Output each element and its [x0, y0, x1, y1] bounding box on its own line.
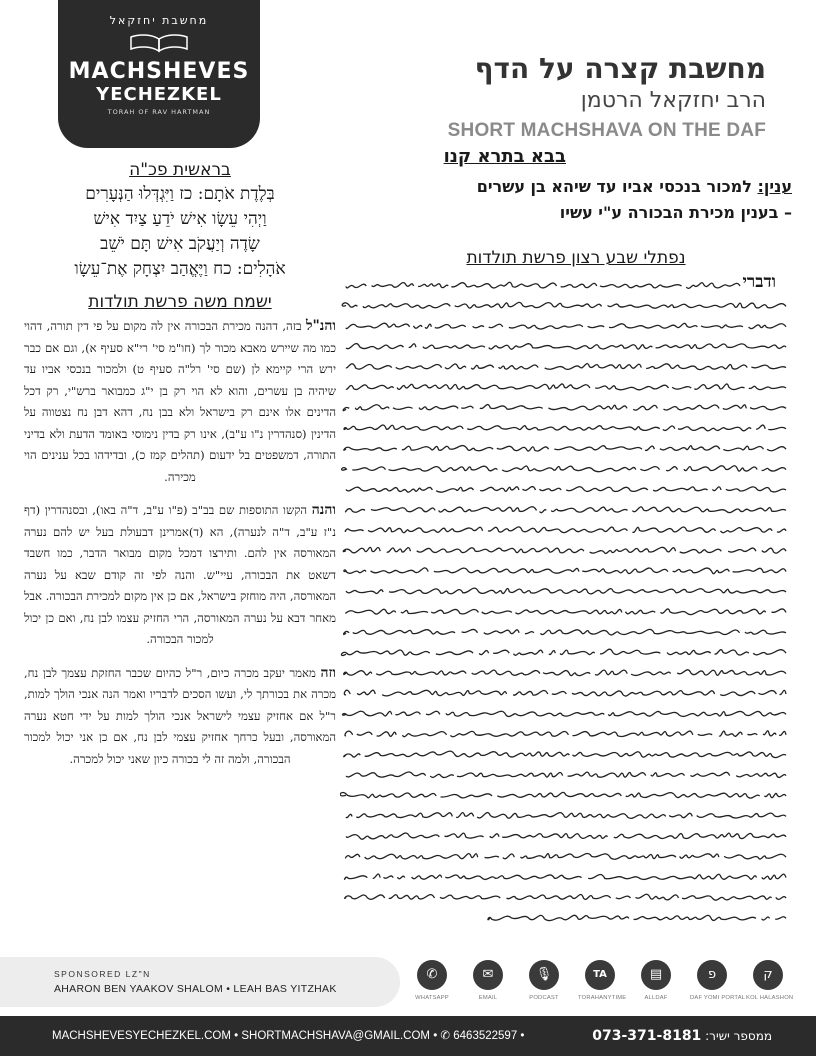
handwriting-line: [488, 915, 786, 920]
icon-label: PODCAST: [529, 995, 559, 1001]
handwriting-line: [342, 466, 786, 472]
podcast-link[interactable]: [522, 960, 566, 1008]
paragraph-1: [24, 316, 336, 488]
footer-bar: [0, 1016, 816, 1056]
link-icons: [410, 960, 794, 1008]
handwriting-line: [346, 487, 786, 493]
page-title: מחשבת קצרה על הדף: [474, 52, 766, 85]
icon-label: TORAHANYTIME: [578, 995, 627, 1001]
handwriting-line: [344, 751, 786, 757]
podcast-icon: 🎙: [529, 960, 559, 990]
icon-label: WHATSAPP: [415, 995, 449, 1001]
handwriting-line: [345, 874, 786, 879]
handwriting-line: [343, 405, 786, 411]
handwriting-line: [346, 344, 786, 350]
pasuk-heading: בראשית פכ"ה: [129, 160, 231, 180]
handwritten-lead: ודברי: [742, 272, 776, 292]
handwriting-line: [346, 384, 786, 390]
handwriting-line: [346, 507, 786, 513]
handwriting-line: [344, 670, 786, 676]
para3-text: מאמר יעקב מכרה כיום, ר"ל כהיום שכבר החזקת עצמך לבן נח, מכרה את בכורתך לי, ועשו הסכים לדבריו ואמר הנה אנכי הולך למות, ר"ל אם אחזיק עצמי לישראל אנכי הולך למות על ידי חטא נערה המאורסה, ובעל כרחך אחזיק עצמי לבן נח, אם כן אני יכול למכור הבכורה, ולמה זה לי בכורה כיון שאני יכול למכרה.: [24, 665, 336, 766]
whatsapp-link[interactable]: [410, 960, 454, 1008]
para1-text: בזה, דהנה מכירת הבכורה אין לה מקום על פי דין תורה, דהוי כמו מה שיירש מאבא מכור לך (חו"מ סי' רי"א סעיף א), וגם אם כבר ירש הרי קיימא לן (שם סי' רל"ה סעיף ט) ולמכור בנכסי אביו עד שיהיה בן עשרים, והוא לא הוי רק בן י"ג כמבואר ברש"י, רק דכל הדינים אלו אינם רק בישראל ולא בבן נח, דהא דבן נח נצטווה על הדינין (סנהדרין נ"ו ע"ב), אינו רק בדין נימוסי באומד הדעת ולא בדיני התורה, דמשפטים בל ידעום (תהלים קמז כ), ובדידהו בכל ענינים הוי מכירה.: [24, 319, 336, 484]
paragraph-3: [24, 663, 336, 771]
right-heading: נפתלי שבע רצון פרשת תולדות: [466, 248, 686, 268]
handwriting-line: [341, 649, 786, 655]
icon-label: DAF YOMI PORTAL: [690, 995, 746, 1001]
whatsapp-icon: ✆: [417, 960, 447, 990]
handwriting-line: [346, 323, 786, 329]
handwritten-manuscript: [340, 272, 796, 936]
handwriting-line: [346, 364, 786, 370]
logo-hebrew: מחשבת יחזקאל: [109, 14, 209, 27]
alldaf-link[interactable]: [634, 960, 678, 1008]
handwriting-line: [343, 711, 786, 716]
footer-contact[interactable]: MACHSHEVESYECHEZKEL.COM • SHORTMACHSHAVA@GMAIL.COM • ✆ 6463522597 •: [52, 1030, 525, 1042]
handwriting-line: [346, 282, 740, 288]
handwriting-line: [344, 446, 786, 451]
daf-yomi-portal-icon: פ: [697, 960, 727, 990]
icon-label: KOL HALASHON: [746, 995, 794, 1001]
pasuk-line: אֹהָלִים: כח וַיֶּאֱהַב יִצְחָק אֶת־עֵשָׂו: [74, 259, 286, 279]
sponsor-names: AHARON BEN YAAKOV SHALOM • LEAH BAS YITZHAK: [54, 983, 337, 995]
sponsor-label: SPONSORED LZ"N: [54, 969, 151, 979]
email-icon: ✉: [473, 960, 503, 990]
icon-label: EMAIL: [478, 995, 498, 1001]
handwriting-line: [342, 302, 786, 308]
pasuk-line: בְּלֶדֶת אֹתָם: כז וַיִּגְדְּלוּ הַנְּעָרִים: [85, 184, 275, 204]
handwriting-scribbles: [340, 272, 796, 936]
handwriting-line: [346, 772, 786, 778]
logo-line2: YECHEZKEL: [96, 84, 222, 105]
icon-label: ALLDAF: [644, 995, 668, 1001]
torahanytime-link[interactable]: [578, 960, 627, 1008]
para2-lead: והנה: [311, 502, 336, 518]
kol-halashon-icon: ק: [753, 960, 783, 990]
footer-phone-number: 073-371-8181: [592, 1028, 702, 1044]
handwriting-line: [345, 731, 786, 737]
para1-lead: והנ"ל: [305, 318, 336, 334]
inyan-line2: – בענין מכירת הבכורה ע"י עשיו: [559, 203, 792, 222]
footer-phone-label: ממספר ישיר:: [705, 1029, 772, 1043]
email-link[interactable]: [466, 960, 510, 1008]
logo-line1: MACHSHEVES: [68, 59, 250, 84]
handwriting-line: [346, 609, 786, 615]
section-heading: ישמח משה פרשת תולדות: [88, 292, 272, 312]
handwriting-line: [345, 894, 786, 900]
pasuk-text: [24, 182, 336, 282]
handwriting-line: [346, 833, 786, 839]
handwriting-line: [344, 629, 786, 635]
english-title: SHORT MACHSHAVA ON THE DAF: [447, 120, 766, 141]
handwriting-line: [346, 813, 786, 819]
pasuk-line: וַיְהִי עֵשָׂו אִישׁ יֹדֵעַ צַיִד אִישׁ: [93, 209, 267, 229]
handwriting-line: [340, 792, 786, 798]
masechet-title: בבא בתרא קנו: [443, 146, 566, 167]
footer-phone[interactable]: [592, 1016, 772, 1056]
para2-text: הקשו התוספות שם בב"ב (פ"ו ע"ב, ד"ה באו), ובסנהדרין (דף נ"ז ע"ב, ד"ה לנערה), הא (ד)אמרינן דבעולת בעל יש להם נערה המאורסה אין להם. ותירצו דמכל מקום מבואר הדבר, כמו חשבד דשאט את הבכורה, עיי"ש. והנה לפי זה קודם שבא על נערה המאורסה, היה מוחזק בישראל, אם כן אין מקום למכירת הבכורה. אבל מאחר דבא על נערה המאורסה, הרי החזיק עצמו לבן נח, ואם כן יכול למכור הבכורה.: [24, 503, 336, 646]
torahanytime-icon: TA: [585, 960, 615, 990]
handwriting-line: [344, 425, 786, 431]
handwriting-line: [345, 527, 786, 533]
logo: [58, 0, 260, 148]
handwriting-line: [346, 853, 786, 859]
inyan-label: ענין:: [757, 177, 792, 196]
sponsor-band: [0, 957, 400, 1007]
inyan-block: [352, 174, 792, 226]
book-icon: [129, 31, 189, 53]
logo-tagline: TORAH OF RAV HARTMAN: [107, 108, 211, 116]
alldaf-icon: ▤: [641, 960, 671, 990]
handwriting-line: [343, 547, 786, 553]
inyan-line1: למכור בנכסי אביו עד שיהא בן עשרים: [476, 177, 752, 196]
left-column: [24, 160, 336, 770]
rabbi-name: הרב יחזקאל הרטמן: [580, 88, 766, 113]
pasuk-line: שָׂדֶה וְיַעֲקֹב אִישׁ תָּם יֹשֵׁב: [100, 234, 260, 254]
para3-lead: וזה: [320, 664, 336, 681]
daf-yomi-portal-link[interactable]: [690, 960, 746, 1008]
handwriting-line: [344, 568, 786, 574]
paragraph-2: [24, 500, 336, 651]
handwriting-line: [344, 690, 786, 696]
kol-halashon-link[interactable]: [746, 960, 794, 1008]
handwriting-line: [346, 588, 786, 594]
